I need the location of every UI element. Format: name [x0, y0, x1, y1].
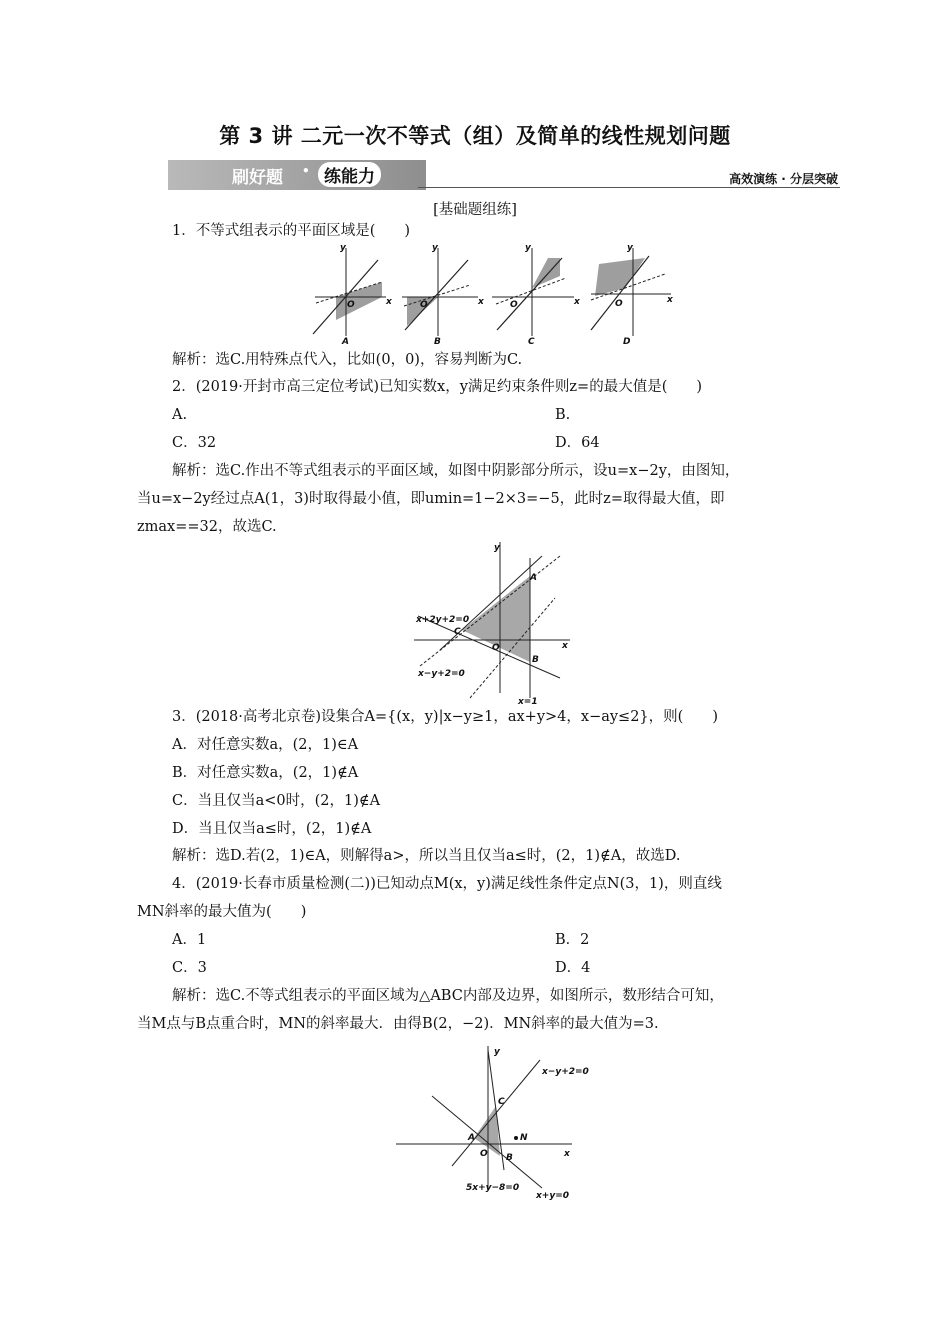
- q4-solution-line2: 当M点与B点重合时，MN的斜率最大．由得B(2，−2)．MN斜率的最大值为=3.: [137, 1016, 659, 1032]
- option-d-label: D: [623, 337, 631, 347]
- point-b-label: B: [532, 655, 539, 665]
- q3-option-a: A．对任意实数a，(2，1)∈A: [172, 737, 359, 753]
- origin-label: O: [510, 300, 518, 310]
- q3-stem: 3．(2018·高考北京卷)设集合A={(x，y)|x−y≥1，ax+y>4，x−ay≤2}，则( ): [172, 709, 718, 725]
- origin-label: O: [492, 643, 500, 653]
- q3-option-c: C．当且仅当a<0时，(2，1)∉A: [172, 793, 381, 809]
- axis-y-label: y: [627, 243, 633, 253]
- banner-band: [168, 160, 426, 190]
- q1-graph-a: [313, 243, 393, 347]
- q1-graph-b: [402, 243, 485, 347]
- line1-label: x−y+2=0: [542, 1067, 589, 1077]
- q4-solution-line1: 解析：选C.不等式组表示的平面区域为△ABC内部及边界，如图所示，数形结合可知，: [172, 988, 724, 1004]
- q4-figure: [392, 1040, 602, 1205]
- origin-label: O: [347, 300, 355, 310]
- q4-option-c: C．3: [172, 960, 207, 976]
- option-b-label: B: [434, 337, 441, 347]
- point-c-label: C: [498, 1097, 505, 1107]
- axis-y-label: y: [494, 1047, 500, 1057]
- point-a-label: A: [530, 573, 537, 583]
- axis-x-label: x: [562, 641, 568, 651]
- line1-label: x+2y+2=0: [416, 615, 470, 625]
- q1-graph-d: [585, 240, 675, 348]
- q2-option-a: A.: [172, 407, 188, 423]
- axis-x-label: x: [478, 297, 484, 307]
- q4-option-d: D．4: [555, 960, 591, 976]
- q2-option-b: B.: [555, 407, 571, 423]
- origin-label: O: [420, 300, 428, 310]
- option-c-label: C: [528, 337, 535, 347]
- axis-x-label: x: [564, 1149, 570, 1159]
- banner-rule: [418, 187, 840, 188]
- axis-y-label: y: [494, 543, 500, 553]
- q2-option-d: D．64: [555, 435, 600, 451]
- q1-solution: 解析：选C.用特殊点代入，比如(0，0)，容易判断为C.: [172, 352, 523, 368]
- q4-stem-line1: 4．(2019·长春市质量检测(二))已知动点M(x，y)满足线性条件定点N(3，1)，则直线: [172, 876, 722, 892]
- q3-option-d: D．当且仅当a≤时，(2，1)∉A: [172, 821, 372, 837]
- q4-option-a: A．1: [172, 932, 207, 948]
- q1-graph-c: [492, 243, 581, 347]
- q1-stem: 1．不等式组表示的平面区域是( ): [172, 223, 411, 239]
- q2-solution-line1: 解析：选C.作出不等式组表示的平面区域，如图中阴影部分所示，设u=x−2y，由图知，: [172, 463, 740, 479]
- section-banner: [168, 160, 840, 190]
- axis-y-label: y: [340, 243, 346, 253]
- q4-stem-line2: MN斜率的最大值为( ): [137, 904, 307, 920]
- q4-option-b: B．2: [555, 932, 590, 948]
- line3-label: x+y=0: [536, 1191, 570, 1201]
- q2-solution-line2: 当u=x−2y经过点A(1，3)时取得最小值，即umin=1−2×3=−5，此时z=取得最大值，即: [137, 491, 725, 507]
- q2-stem: 2．(2019·开封市高三定位考试)已知实数x，y满足约束条件则z=的最大值是( ): [172, 379, 703, 395]
- origin-label: O: [480, 1149, 488, 1159]
- axis-x-label: x: [667, 295, 673, 305]
- page-title: 第 3 讲 二元一次不等式（组）及简单的线性规划问题: [219, 124, 731, 148]
- point-n-dot: [514, 1136, 518, 1140]
- banner-main-label: 刷好题: [232, 168, 283, 188]
- banner-dot: •: [302, 164, 310, 178]
- q1-option-graphs: [310, 240, 585, 348]
- option-a-label: A: [342, 337, 349, 347]
- point-a-label: A: [468, 1133, 475, 1143]
- axis-y-label: y: [432, 243, 438, 253]
- point-c-label: C: [454, 627, 461, 637]
- line3-label: x=1: [518, 697, 538, 707]
- axis-y-label: y: [525, 243, 531, 253]
- q3-solution: 解析：选D.若(2，1)∈A，则解得a>，所以当且仅当a≤时，(2，1)∉A，故选D.: [172, 848, 681, 864]
- point-n-label: N: [520, 1133, 528, 1143]
- q2-figure: [410, 538, 580, 708]
- banner-right-label: 高效演练 · 分层突破: [729, 172, 838, 186]
- section-heading: [基础题组练]: [433, 202, 517, 218]
- line2-label: 5x+y−8=0: [466, 1183, 520, 1193]
- origin-label: O: [615, 299, 623, 309]
- q2-option-c: C．32: [172, 435, 217, 451]
- q3-option-b: B．对任意实数a，(2，1)∉A: [172, 765, 359, 781]
- q2-solution-line3: zmax==32，故选C.: [137, 519, 277, 535]
- banner-sub-label: 练能力: [318, 162, 381, 187]
- axis-x-label: x: [574, 297, 580, 307]
- axis-x-label: x: [386, 297, 392, 307]
- point-b-label: B: [506, 1153, 513, 1163]
- line2-label: x−y+2=0: [418, 669, 465, 679]
